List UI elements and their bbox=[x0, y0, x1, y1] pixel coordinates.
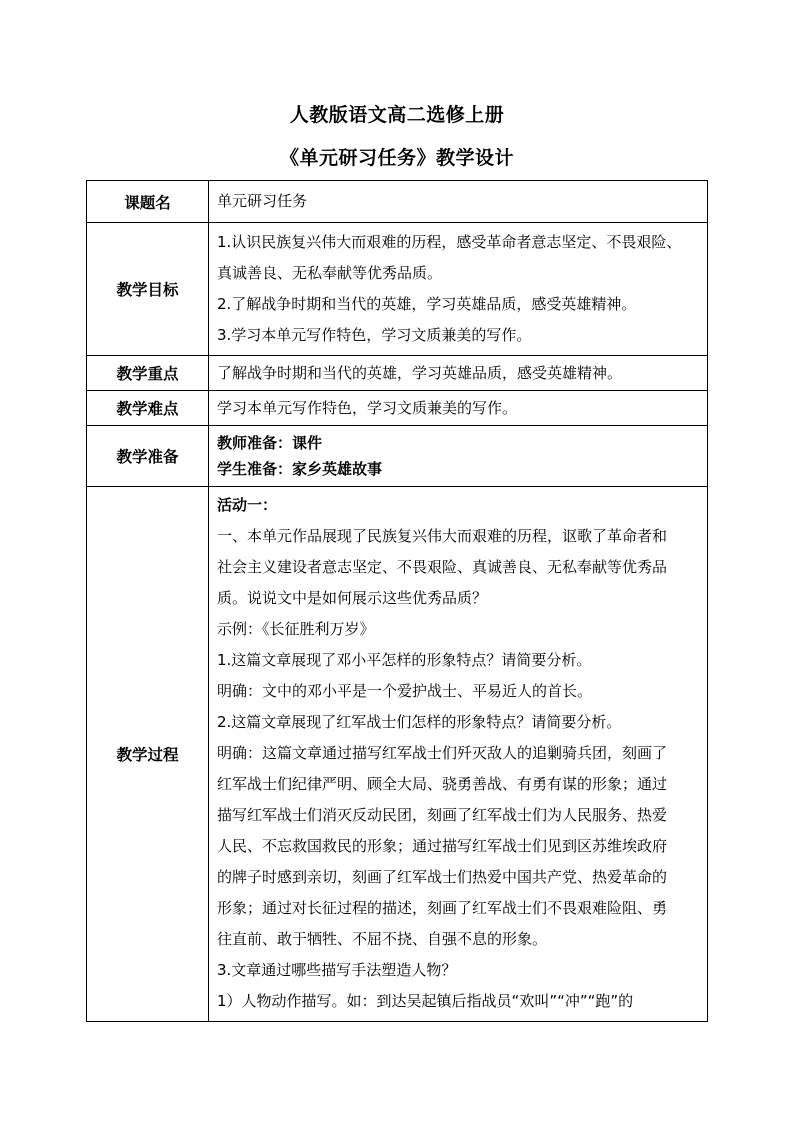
process-line: 示例：《长征胜利万岁》 bbox=[217, 620, 375, 638]
topic-label: 课题名 bbox=[87, 181, 209, 223]
difficulty-content bbox=[209, 391, 708, 426]
table-row-goals bbox=[87, 223, 708, 356]
process-line: 2.这篇文章展现了红军战士们怎样的形象特点？请简要分析。 bbox=[217, 713, 622, 731]
table-row-key-point bbox=[87, 356, 708, 391]
table-row-difficulty bbox=[87, 391, 708, 426]
process-line: 社会主义建设者意志坚定、不畏艰险、真诚善良、无私奉献等优秀品 bbox=[217, 558, 668, 576]
table-row-process bbox=[87, 487, 708, 1022]
teacher-preparation: 教师准备：课件 bbox=[217, 434, 323, 452]
goals-label: 教学目标 bbox=[87, 223, 209, 356]
key-point-text: 了解战争时期和当代的英雄，学习英雄品质，感受英雄精神。 bbox=[217, 364, 623, 382]
process-line: 质。说说文中是如何展示这些优秀品质？ bbox=[217, 589, 488, 607]
process-line: 形象；通过对长征过程的描述，刻画了红军战士们不畏艰难险阻、勇 bbox=[217, 899, 668, 917]
process-label: 教学过程 bbox=[87, 487, 209, 1022]
preparation-content bbox=[209, 426, 708, 487]
process-line: 3.文章通过哪些描写手法塑造人物？ bbox=[217, 961, 457, 979]
key-point-label: 教学重点 bbox=[87, 356, 209, 391]
goals-line: 1.认识民族复兴伟大而艰难的历程，感受革命者意志坚定、不畏艰险、 bbox=[217, 233, 682, 251]
document-subtitle: 《单元研习任务》教学设计 bbox=[279, 147, 514, 169]
goals-line: 3.学习本单元写作特色，学习文质兼美的写作。 bbox=[217, 326, 532, 344]
topic-value bbox=[209, 181, 708, 223]
process-line: 描写红军战士们消灭反动民团，刻画了红军战士们为人民服务、热爱 bbox=[217, 806, 668, 824]
lesson-plan-table bbox=[86, 180, 708, 1022]
process-line: 人民、不忘救国救民的形象；通过描写红军战士们见到区苏维埃政府 bbox=[217, 837, 668, 855]
process-content bbox=[209, 487, 708, 1022]
process-line: 红军战士们纪律严明、顾全大局、骁勇善战、有勇有谋的形象；通过 bbox=[217, 775, 668, 793]
goals-line: 真诚善良、无私奉献等优秀品质。 bbox=[217, 264, 443, 282]
process-line: 明确：文中的邓小平是一个爱护战士、平易近人的首长。 bbox=[217, 682, 593, 700]
process-line: 往直前、敢于牺牲、不屈不挠、自强不息的形象。 bbox=[217, 930, 548, 948]
process-line: 的牌子时感到亲切，刻画了红军战士们热爱中国共产党、热爱革命的 bbox=[217, 868, 668, 886]
process-line: 一、本单元作品展现了民族复兴伟大而艰难的历程，讴歌了革命者和 bbox=[217, 527, 668, 545]
topic-text: 单元研习任务 bbox=[217, 192, 308, 210]
goals-content bbox=[209, 223, 708, 356]
difficulty-label: 教学难点 bbox=[87, 391, 209, 426]
process-line: 明确：这篇文章通过描写红军战士们歼灭敌人的追剿骑兵团，刻画了 bbox=[217, 744, 668, 762]
difficulty-text: 学习本单元写作特色，学习文质兼美的写作。 bbox=[217, 399, 518, 417]
activity-heading: 活动一： bbox=[217, 496, 278, 514]
table-row-topic bbox=[87, 181, 708, 223]
table-row-preparation bbox=[87, 426, 708, 487]
key-point-content bbox=[209, 356, 708, 391]
document-title: 人教版语文高二选修上册 bbox=[289, 104, 505, 126]
goals-line: 2.了解战争时期和当代的英雄，学习英雄品质，感受英雄精神。 bbox=[217, 295, 637, 313]
student-preparation: 学生准备：家乡英雄故事 bbox=[217, 460, 383, 478]
process-line: 1）人物动作描写。如：到达吴起镇后指战员“欢叫”“冲”“跑”的 bbox=[217, 992, 634, 1010]
preparation-label: 教学准备 bbox=[87, 426, 209, 487]
process-line: 1.这篇文章展现了邓小平怎样的形象特点？请简要分析。 bbox=[217, 651, 592, 669]
